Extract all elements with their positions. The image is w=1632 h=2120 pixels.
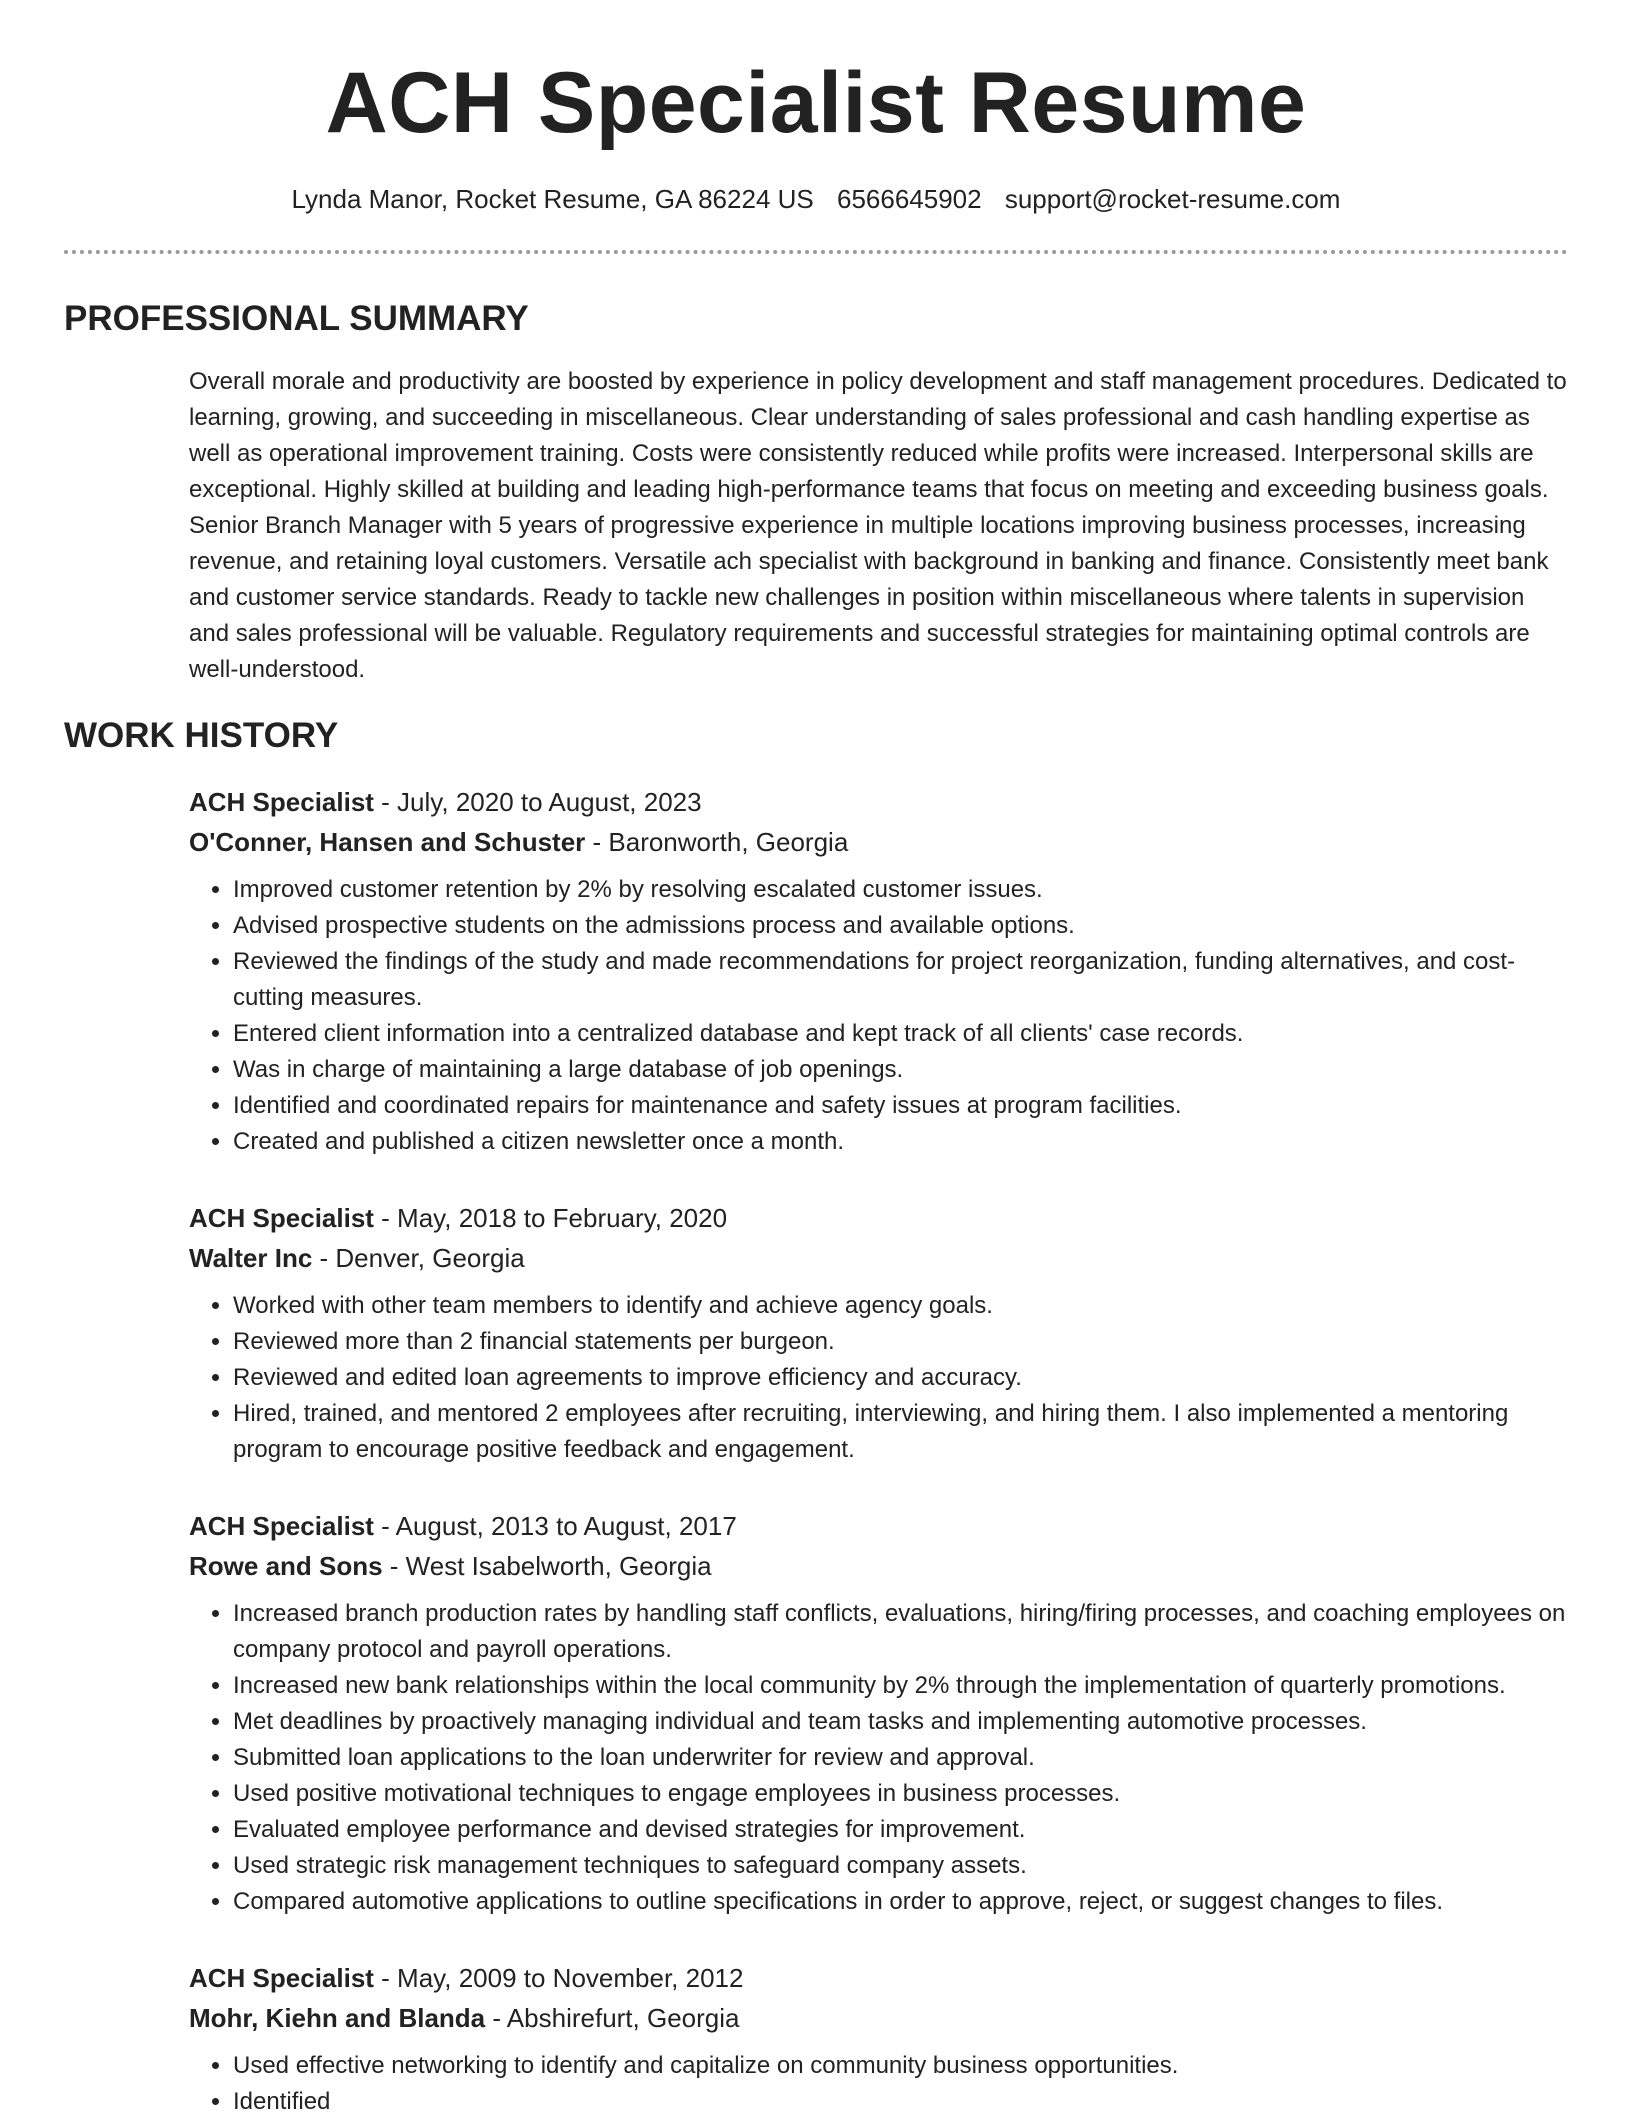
job-bullet: • Entered client information into a centralized database and kept track of all clients' case records.: [233, 1016, 1569, 1052]
job-company-line: [189, 822, 1569, 862]
job-dates: - July, 2020 to August, 2023: [373, 787, 702, 817]
job-bullet: • Compared automotive applications to outline specifications in order to approve, reject, or suggest changes to files.: [233, 1884, 1569, 1920]
job-title-line: [189, 1198, 1569, 1238]
job-title: ACH Specialist: [189, 787, 374, 817]
job-company: O'Conner, Hansen and Schuster: [189, 827, 586, 857]
job-bullets: [189, 2048, 1569, 2120]
job-title: ACH Specialist: [189, 1511, 374, 1541]
job-bullet: • Was in charge of maintaining a large database of job openings.: [233, 1052, 1569, 1088]
job-bullet: • Identified: [233, 2084, 1569, 2120]
job-bullet: • Submitted loan applications to the loan underwriter for review and approval.: [233, 1740, 1569, 1776]
job-bullet: • Increased branch production rates by handling staff conflicts, evaluations, hiring/firing processes, and coaching employees on company protocol and payroll operations.: [233, 1596, 1569, 1668]
job-bullet: • Reviewed more than 2 financial statements per burgeon.: [233, 1324, 1569, 1360]
contact-address: Lynda Manor, Rocket Resume, GA 86224 US: [291, 184, 814, 214]
job-bullets: [189, 1288, 1569, 1468]
job-bullet: • Hired, trained, and mentored 2 employees after recruiting, interviewing, and hiring them. I also implemented a mentoring program to encourage positive feedback and engagement.: [233, 1396, 1569, 1468]
work-history-heading: WORK HISTORY: [64, 716, 339, 755]
header-divider: [64, 250, 1568, 254]
job-title: ACH Specialist: [189, 1203, 374, 1233]
job-company: Rowe and Sons: [189, 1551, 383, 1581]
job-bullet: • Worked with other team members to identify and achieve agency goals.: [233, 1288, 1569, 1324]
job-bullet: • Used positive motivational techniques to engage employees in business processes.: [233, 1776, 1569, 1812]
job-title: ACH Specialist: [189, 1963, 374, 1993]
summary-text: Overall morale and productivity are boosted by experience in policy development and staff management procedures. Dedicated to learning, growing, and succeeding in miscellaneous. Clear understanding of sales professional and cash handling expertise as well as operational improvement training. Costs were consistently reduced while profits were increased. Interpersonal skills are exceptional. Highly skilled at building and leading high-performance teams that focus on meeting and exceeding business goals. Senior Branch Manager with 5 years of progressive experience in multiple locations improving business processes, increasing revenue, and retaining loyal customers. Versatile ach specialist with background in banking and finance. Consistently meet bank and customer service standards. Ready to tackle new challenges in position within miscellaneous where talents in supervision and sales professional will be valuable. Regulatory requirements and successful strategies for maintaining optimal controls are well-understood.: [189, 368, 1567, 683]
job-bullets: [189, 872, 1569, 1160]
job-bullets: [189, 1596, 1569, 1920]
job-title-line: [189, 782, 1569, 822]
job-location: - Baronworth, Georgia: [585, 827, 849, 857]
job-entry: [189, 1958, 1569, 2120]
job-bullet: • Advised prospective students on the admissions process and available options.: [233, 908, 1569, 944]
job-bullet: • Reviewed and edited loan agreements to improve efficiency and accuracy.: [233, 1360, 1569, 1396]
job-title-line: [189, 1958, 1569, 1998]
job-dates: - May, 2009 to November, 2012: [373, 1963, 744, 1993]
job-location: - Denver, Georgia: [312, 1243, 525, 1273]
contact-phone: 6566645902: [836, 184, 982, 214]
summary-heading: PROFESSIONAL SUMMARY: [64, 299, 529, 338]
resume-title: ACH Specialist Resume: [325, 55, 1307, 151]
job-location: - Abshirefurt, Georgia: [485, 2003, 740, 2033]
job-company: Walter Inc: [189, 1243, 313, 1273]
job-bullet: • Evaluated employee performance and devised strategies for improvement.: [233, 1812, 1569, 1848]
job-bullet: • Met deadlines by proactively managing individual and team tasks and implementing automotive processes.: [233, 1704, 1569, 1740]
job-entry: [189, 1506, 1569, 1920]
job-entry: [189, 1198, 1569, 1468]
job-dates: - August, 2013 to August, 2017: [373, 1511, 737, 1541]
job-bullet: • Reviewed the findings of the study and made recommendations for project reorganization, funding alternatives, and cost-cutting measures.: [233, 944, 1569, 1016]
job-bullet: • Identified and coordinated repairs for maintenance and safety issues at program facilities.: [233, 1088, 1569, 1124]
job-location: - West Isabelworth, Georgia: [382, 1551, 712, 1581]
job-bullet: • Created and published a citizen newsletter once a month.: [233, 1124, 1569, 1160]
job-company: Mohr, Kiehn and Blanda: [189, 2003, 486, 2033]
job-bullet: • Used effective networking to identify and capitalize on community business opportunities.: [233, 2048, 1569, 2084]
job-company-line: [189, 1238, 1569, 1278]
job-bullet: • Increased new bank relationships within the local community by 2% through the implementation of quarterly promotions.: [233, 1668, 1569, 1704]
job-company-line: [189, 1998, 1569, 2038]
contact-line: [0, 182, 1632, 216]
job-bullet: • Used strategic risk management techniques to safeguard company assets.: [233, 1848, 1569, 1884]
job-bullet: • Improved customer retention by 2% by resolving escalated customer issues.: [233, 872, 1569, 908]
job-dates: - May, 2018 to February, 2020: [373, 1203, 728, 1233]
job-title-line: [189, 1506, 1569, 1546]
job-entry: [189, 782, 1569, 1160]
job-company-line: [189, 1546, 1569, 1586]
contact-email: support@rocket-resume.com: [1004, 184, 1341, 214]
